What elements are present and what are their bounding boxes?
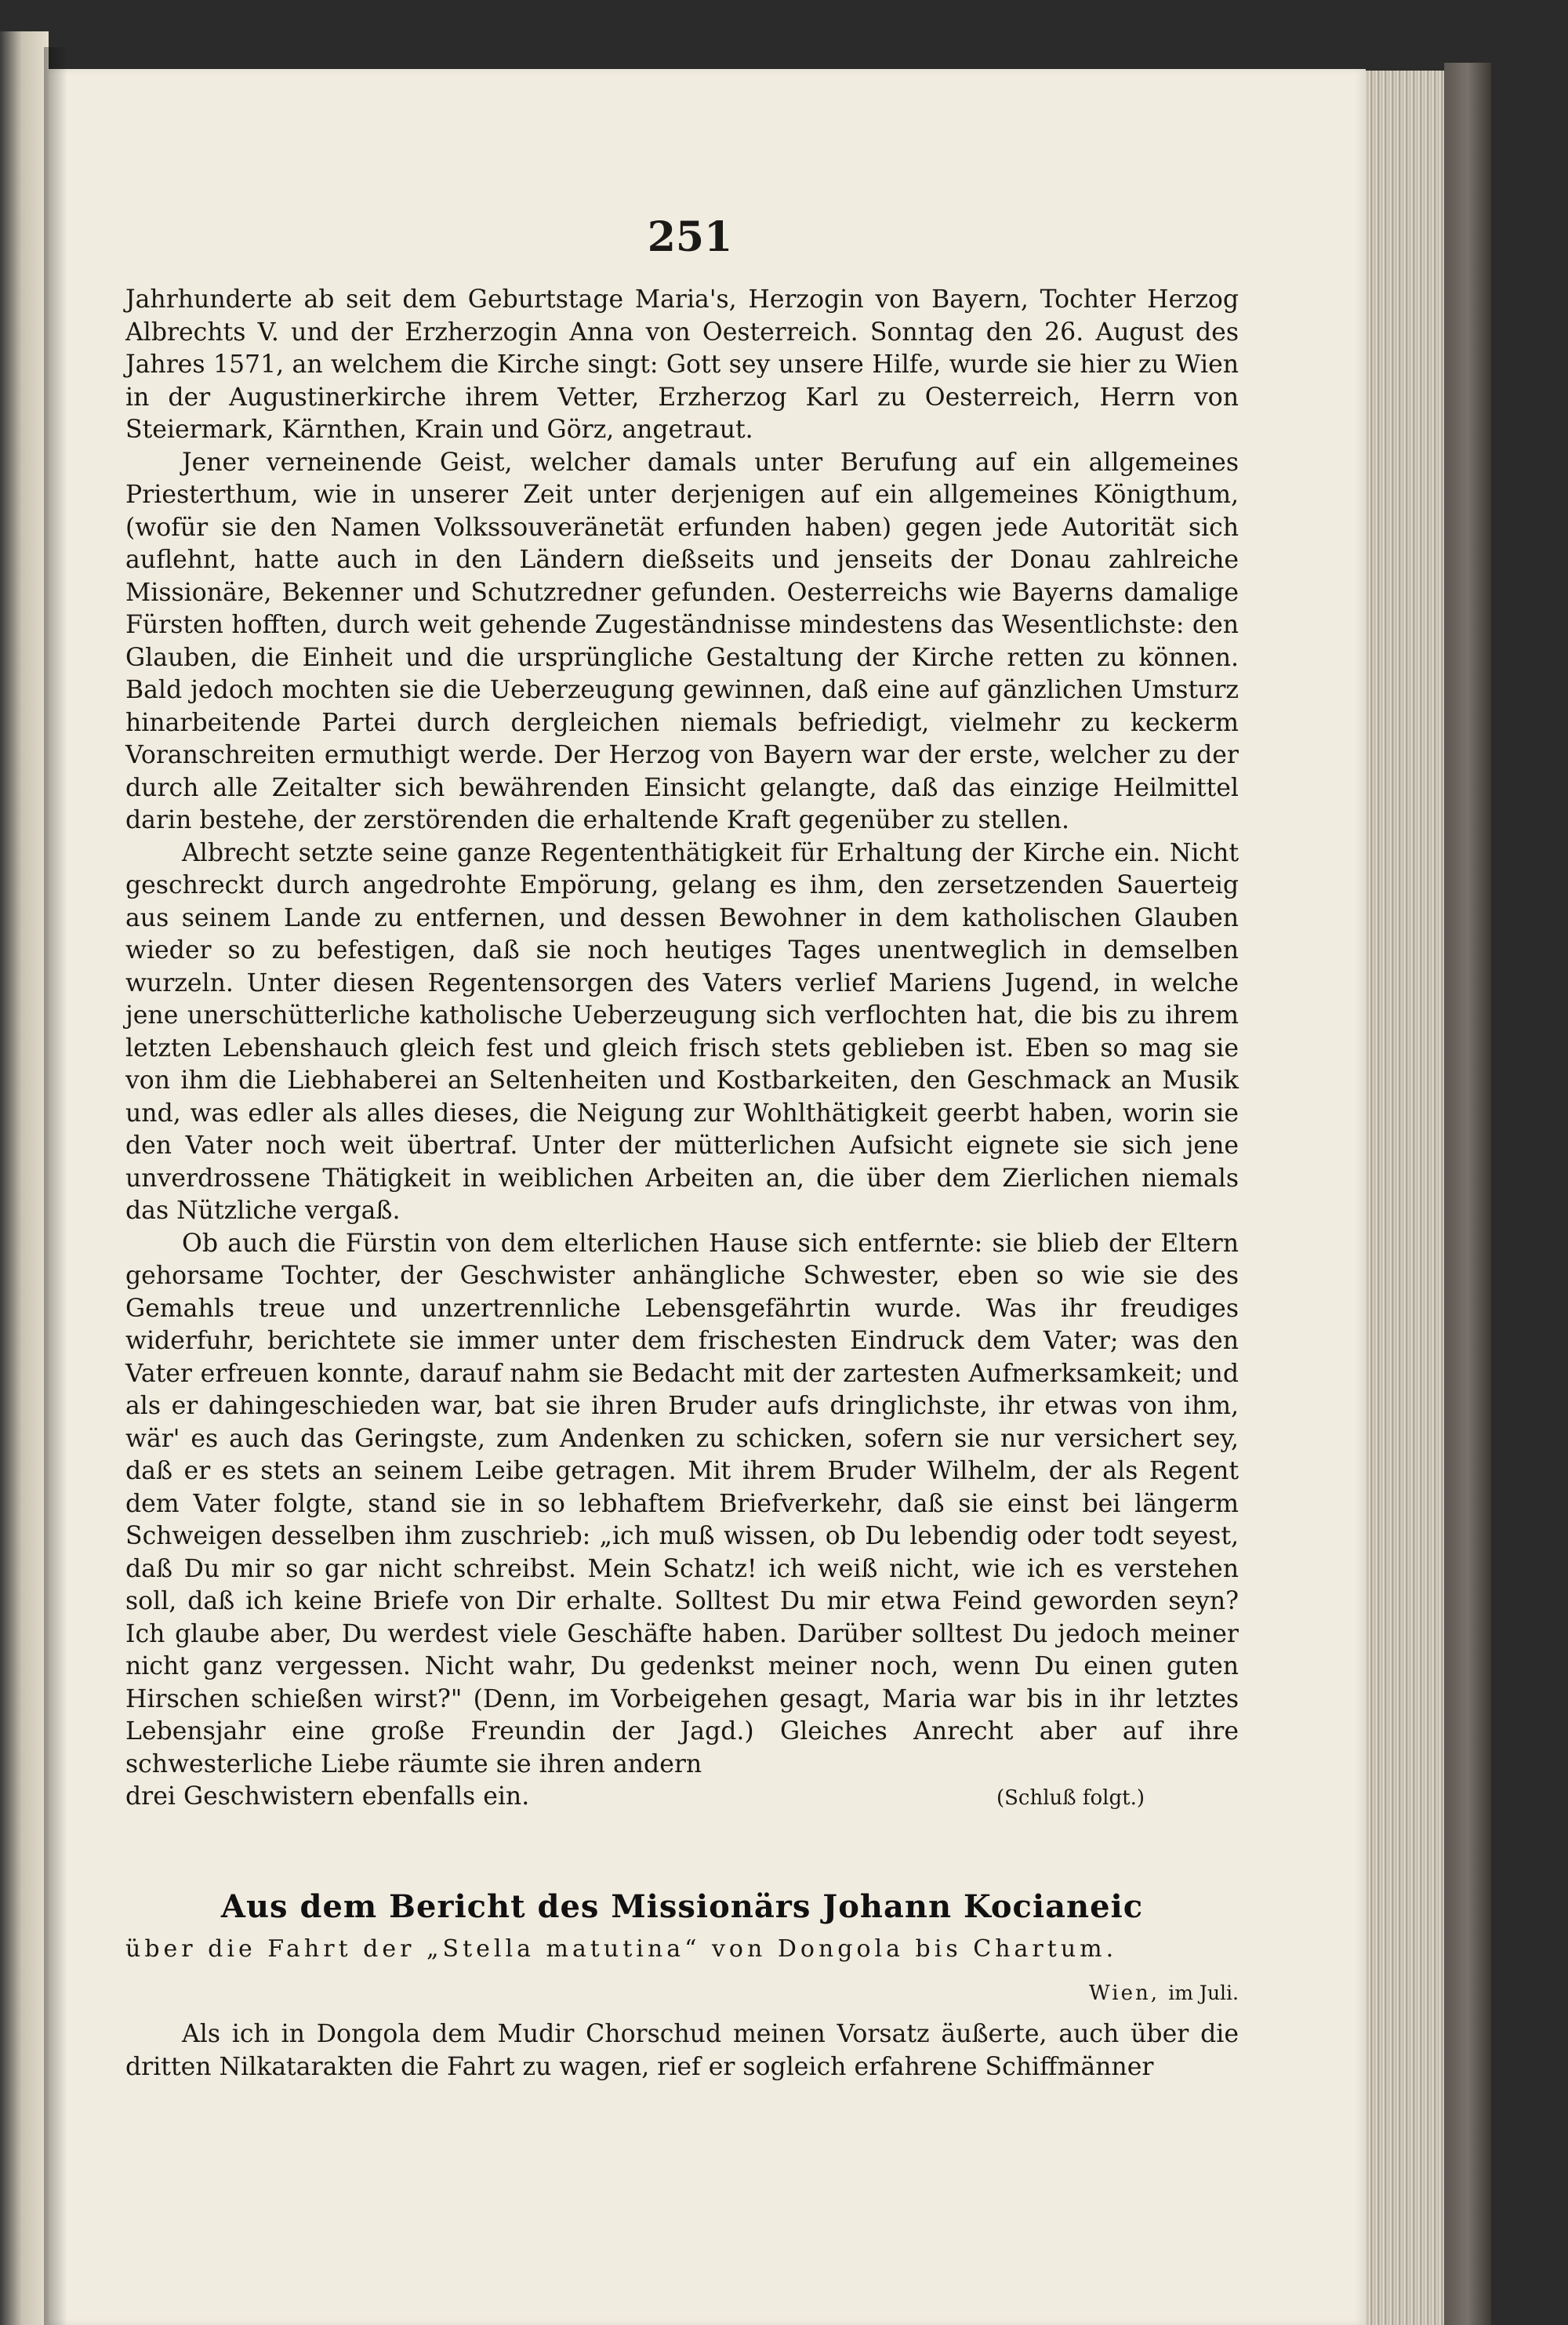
closing-text: drei Geschwistern ebenfalls ein. <box>125 1782 530 1811</box>
body-text <box>125 284 1239 1815</box>
page-number: 251 <box>647 213 733 261</box>
dateline <box>878 1982 1239 2005</box>
dateline-place: Wien, <box>1089 1982 1160 2005</box>
closing-line <box>125 1781 1239 1815</box>
article-subtitle: über die Fahrt der „Stella matutina“ von Dongola bis Chartum. <box>125 1935 1118 1963</box>
article-paragraph: Als ich in Dongola dem Mudir Chorschud meinen Vorsatz äußerte, auch über die dritten Nilkatarakten die Fahrt zu wagen, rief er sogleich erfahrene Schiffmänner <box>125 2020 1239 2081</box>
continuation-note: (Schluß folgt.) <box>996 1786 1145 1810</box>
book-cover-edge <box>1444 63 1491 2325</box>
paragraph-1: Jahrhunderte ab seit dem Geburtstage Maria's, Herzogin von Bayern, Tochter Herzog Albrechts V. und der Erzherzogin Anna von Oesterreich. Sonntag den 26. August des Jahres 1571, an welchem die Kirche singt: Gott sey unsere Hilfe, wurde sie hier zu Wien in der Augustinerkirche ihrem Vetter, Erzherzog Karl zu Oesterreich, Herrn von Steiermark, Kärnthen, Krain und Görz, angetraut. <box>125 285 1239 444</box>
page-edges <box>1366 71 1444 2325</box>
paragraph-2: Jener verneinende Geist, welcher damals unter Berufung auf ein allgemeines Priesterthum, wie in unserer Zeit unter derjenigen auf ein allgemeines Königthum, (wofür sie den Namen Volkssouveränetät erfunden haben) gegen jede Autorität sich auflehnt, hatte auch in den Ländern dießseits und jenseits der Donau zahlreiche Missionäre, Bekenner und Schutzredner gefunden. Oesterreichs wie Bayerns damalige Fürsten hofften, durch weit gehende Zugeständnisse mindestens das Wesentlichste: den Glauben, die Einheit und die ursprüngliche Gestaltung der Kirche retten zu können. Bald jedoch mochten sie die Ueberzeugung gewinnen, daß eine auf gänzlichen Umsturz hinarbeitende Partei durch dergleichen niemals befriedigt, vielmehr zu keckerm Voranschreiten ermuthigt werde. Der Herzog von Bayern war der erste, welcher zu der durch alle Zeitalter sich bewährenden Einsicht gelangte, daß das einzige Heilmittel darin bestehe, der zerstörenden die erhaltende Kraft gegenüber zu stellen. <box>125 448 1239 834</box>
book-gutter <box>44 47 67 2325</box>
article-text <box>125 2018 1239 2083</box>
adjacent-page-edge <box>0 31 49 2325</box>
paragraph-3: Albrecht setzte seine ganze Regententhätigkeit für Erhaltung der Kirche ein. Nicht geschreckt durch angedrohte Empörung, gelang es ihm, den zersetzenden Sauerteig aus seinem Lande zu entfernen, und dessen Bewohner in dem katholischen Glauben wieder so zu befestigen, daß sie noch heutiges Tages unentweglich in demselben wurzeln. Unter diesen Regentensorgen des Vaters verlief Mariens Jugend, in welche jene unerschütterliche katholische Ueberzeugung sich verflochten hat, die bis zu ihrem letzten Lebenshauch gleich fest und gleich frisch stets geblieben ist. Eben so mag sie von ihm die Liebhaberei an Seltenheiten und Kostbarkeiten, den Geschmack an Musik und, was edler als alles dieses, die Neigung zur Wohlthätigkeit geerbt haben, worin sie den Vater noch weit übertraf. Unter der mütterlichen Aufsicht eignete sie sich jene unverdrossene Thätigkeit in weiblichen Arbeiten an, die über dem Zierlichen niemals das Nützliche vergaß. <box>125 838 1239 1225</box>
article-title: Aus dem Bericht des Missionärs Johann Kocianeic <box>220 1888 1144 1925</box>
dateline-date: im Juli. <box>1168 1982 1239 2004</box>
paragraph-4: Ob auch die Fürstin von dem elterlichen Hause sich entfernte: sie blieb der Eltern gehorsame Tochter, der Geschwister anhängliche Schwester, eben so wie sie des Gemahls treue und unzertrennliche Lebensgefährtin wurde. Was ihr freudiges widerfuhr, berichtete sie immer unter dem frischesten Eindruck dem Vater; was den Vater erfreuen konnte, darauf nahm sie Bedacht mit der zartesten Aufmerksamkeit; und als er dahingeschieden war, bat sie ihren Bruder aufs dringlichste, ihr etwas von ihm, wär' es auch das Geringste, zum Andenken zu schicken, sofern sie nur versichert sey, daß er es stets an seinem Leibe getragen. Mit ihrem Bruder Wilhelm, der als Regent dem Vater folgte, stand sie in so lebhaftem Briefverkehr, daß sie einst bei längerm Schweigen desselben ihm zuschrieb: „ich muß wissen, ob Du lebendig oder todt seyest, daß Du mir so gar nicht schreibst. Mein Schatz! ich weiß nicht, wie ich es verstehen soll, daß ich keine Briefe von Dir erhalte. Solltest Du mir etwa Feind geworden seyn? Ich glaube aber, Du werdest viele Geschäfte haben. Darüber solltest Du jedoch meiner nicht ganz vergessen. Nicht wahr, Du gedenkst meiner noch, wenn Du einen guten Hirschen schießen wirst?" (Denn, im Vorbeigehen gesagt, Maria war bis in ihr letztes Lebensjahr eine große Freundin der Jagd.) Gleiches Anrecht aber auf ihre schwesterliche Liebe räumte sie ihren andern <box>125 1229 1239 1778</box>
